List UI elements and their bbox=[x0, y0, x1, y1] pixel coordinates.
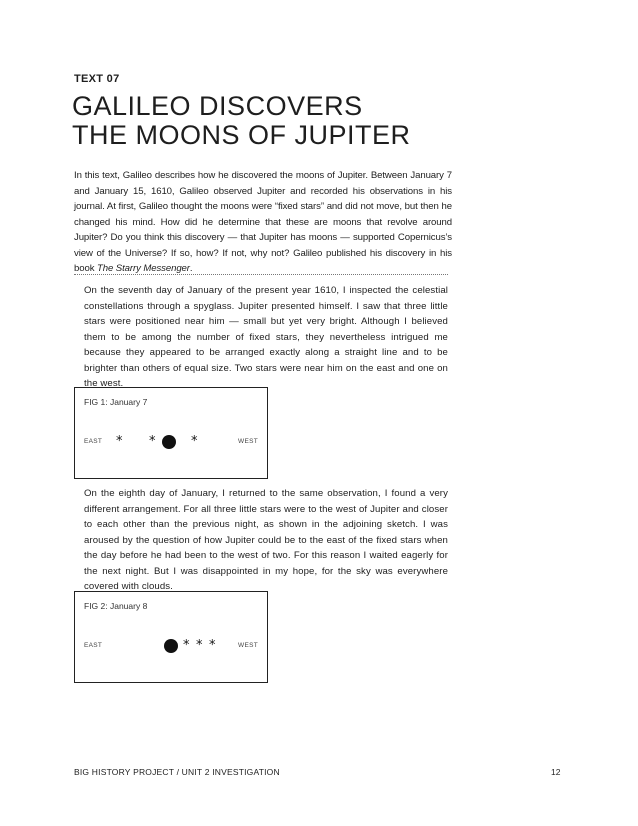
figure-caption: FIG 2: January 8 bbox=[84, 601, 148, 611]
intro-end: . bbox=[189, 263, 193, 274]
title-line-1: GALILEO DISCOVERS bbox=[72, 91, 363, 121]
figure-january-7 bbox=[74, 387, 268, 479]
star-icon: * bbox=[191, 434, 198, 449]
star-icon: * bbox=[116, 434, 123, 449]
passage-january-7: On the seventh day of January of the present year 1610, I inspected the celestial constellations through a spyglass. Jupiter presented himself. I saw that three little stars were positioned near him — small but yet very bright. Although I believed them to be among the number of fixed stars, they nevertheless intrigued me because they appeared to be arranged exactly along a straight line and to be brighter than others of equal size. Two stars were near him on the east and one on the west. bbox=[84, 285, 448, 389]
page-number: 12 bbox=[551, 767, 561, 777]
section-label: TEXT 07 bbox=[74, 73, 120, 85]
intro-paragraph bbox=[74, 168, 452, 277]
figure-january-8 bbox=[74, 591, 268, 683]
east-label: EAST bbox=[84, 642, 103, 649]
west-label: WEST bbox=[238, 438, 258, 445]
title-line-2: THE MOONS OF JUPITER bbox=[72, 120, 411, 150]
passage-january-8: On the eighth day of January, I returned to the same observation, I found a very different arrangement. For all three little stars were to the west of Jupiter and closer to each other than the previous night, as shown in the adjoining sketch. I was aroused by the question of how Jupiter could be to the east of the fixed stars when the day before he had been to the west of two. For this reason I waited eagerly for the next night. But I was disappointed in my hope, for the sky was everywhere covered with clouds. bbox=[84, 488, 448, 592]
star-icon: * bbox=[209, 638, 216, 653]
dotted-divider bbox=[74, 274, 448, 275]
east-label: EAST bbox=[84, 438, 103, 445]
star-icon: * bbox=[149, 434, 156, 449]
star-icon: * bbox=[196, 638, 203, 653]
west-label: WEST bbox=[238, 642, 258, 649]
intro-text: In this text, Galileo describes how he discovered the moons of Jupiter. Between January 7 and January 15, 1610, Galileo observed Jupiter and recorded his observations in his journal. At first, Galileo thought the moons were “fixed stars” and did not move, but then he changed his mind. How did he determine that these are moons that revolve around Jupiter? Do you think this discovery — that Jupiter has moons — supported Copernicus’s view of the Universe? If so, how? If not, why not? Galileo published his discovery in his book bbox=[74, 170, 452, 274]
book-title: The Starry Messenger bbox=[96, 263, 190, 274]
star-icon: * bbox=[183, 638, 190, 653]
footer-title: BIG HISTORY PROJECT / UNIT 2 INVESTIGATION bbox=[74, 767, 280, 777]
jupiter-icon bbox=[162, 435, 176, 449]
figure-caption: FIG 1: January 7 bbox=[84, 397, 148, 407]
jupiter-icon bbox=[164, 639, 178, 653]
page-title bbox=[72, 92, 552, 150]
